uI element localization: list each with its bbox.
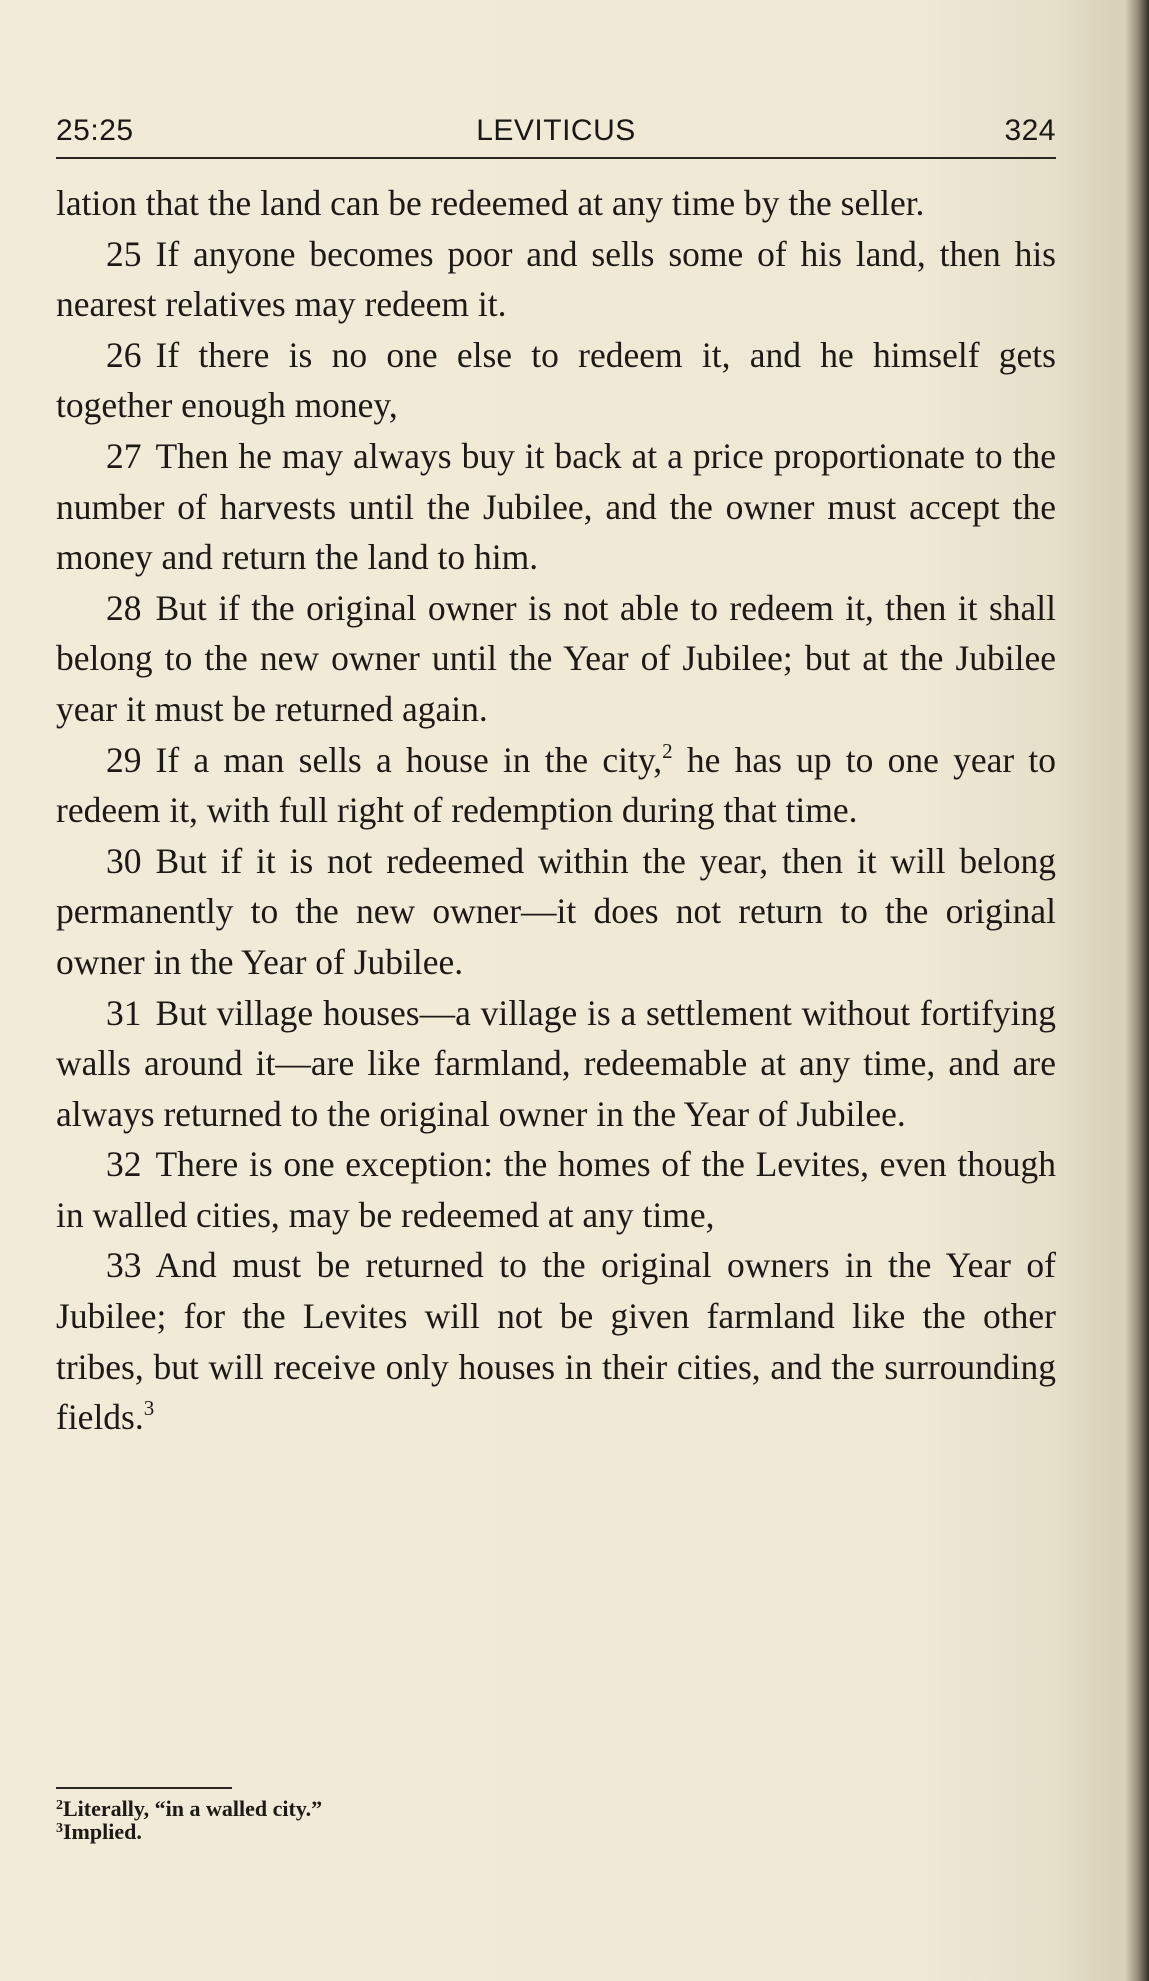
verse-text: lation that the land can be redeemed at any time by the seller. bbox=[56, 183, 925, 223]
footnote-divider bbox=[56, 1787, 232, 1789]
page-edge-shadow bbox=[1125, 0, 1149, 1981]
footnote-marker: 3 bbox=[56, 1821, 63, 1836]
verse-27 bbox=[56, 431, 1056, 583]
verse-number: 26 bbox=[106, 334, 142, 375]
book-title: LEVITICUS bbox=[476, 114, 636, 147]
verse-number: 30 bbox=[106, 840, 142, 881]
verse-31 bbox=[56, 988, 1056, 1140]
verse-number: 32 bbox=[106, 1144, 142, 1185]
verse-text: If there is no one else to redeem it, and he himself gets together enough money, bbox=[56, 334, 1056, 426]
verse-text: If anyone becomes poor and sells some of his land, then his nearest relatives may redeem it. bbox=[56, 233, 1056, 325]
verse-text: And must be returned to the original owners in the Year of Jubilee; for the Levites will not be given farmland like the other tribes, but will receive only houses in their cities, and the surrounding fields. bbox=[56, 1245, 1056, 1438]
footnotes bbox=[56, 1797, 656, 1843]
verse-29 bbox=[56, 735, 1056, 836]
footnote-reference[interactable]: 2 bbox=[662, 738, 673, 763]
verse-28 bbox=[56, 583, 1056, 735]
verse-text: But if the original owner is not able to redeem it, then it shall belong to the new owner until the Year of Jubilee; but at the Jubilee year it must be returned again. bbox=[56, 587, 1056, 729]
header-divider bbox=[56, 157, 1056, 159]
footnote-marker: 2 bbox=[56, 1798, 63, 1813]
footnote-reference[interactable]: 3 bbox=[143, 1396, 155, 1421]
verse-number: 29 bbox=[106, 739, 142, 780]
verse-text-continued: he has up to one year to redeem it, with full right of redemption during that time. bbox=[56, 739, 1056, 831]
verse-25 bbox=[56, 229, 1056, 330]
footnote-item bbox=[56, 1820, 656, 1843]
verse-26 bbox=[56, 330, 1056, 431]
verse-continuation bbox=[56, 178, 1056, 229]
footnote-item bbox=[56, 1797, 656, 1820]
body-text bbox=[56, 178, 1056, 1443]
verse-33 bbox=[56, 1240, 1056, 1442]
verse-number: 25 bbox=[106, 233, 142, 274]
verse-32 bbox=[56, 1139, 1056, 1240]
page-number: 324 bbox=[1004, 114, 1056, 147]
verse-number: 28 bbox=[106, 587, 142, 628]
verse-text: Then he may always buy it back at a price proportionate to the number of harvests until the Jubilee, and the owner must accept the money and return the land to him. bbox=[56, 435, 1056, 578]
verse-text: But village houses—a village is a settlement without fortifying walls around it—are like farmland, redeemable at any time, and are always returned to the original owner in the Year of Jubilee. bbox=[56, 992, 1056, 1134]
footnote-text: Implied. bbox=[63, 1819, 142, 1844]
verse-text: But if it is not redeemed within the year, then it will belong permanently to the new owner—it does not return to the original owner in the Year of Jubilee. bbox=[56, 840, 1056, 982]
verse-number: 27 bbox=[106, 435, 142, 476]
verse-30 bbox=[56, 836, 1056, 988]
verse-number: 31 bbox=[106, 992, 142, 1033]
running-header bbox=[56, 114, 1056, 160]
verse-text: There is one exception: the homes of the Levites, even though in walled cities, may be redeemed at any time, bbox=[56, 1144, 1056, 1235]
chapter-verse-reference: 25:25 bbox=[56, 114, 134, 147]
verse-text: If a man sells a house in the city, bbox=[155, 739, 663, 780]
verse-number: 33 bbox=[106, 1245, 142, 1286]
footnote-text: Literally, “in a walled city.” bbox=[63, 1796, 323, 1821]
